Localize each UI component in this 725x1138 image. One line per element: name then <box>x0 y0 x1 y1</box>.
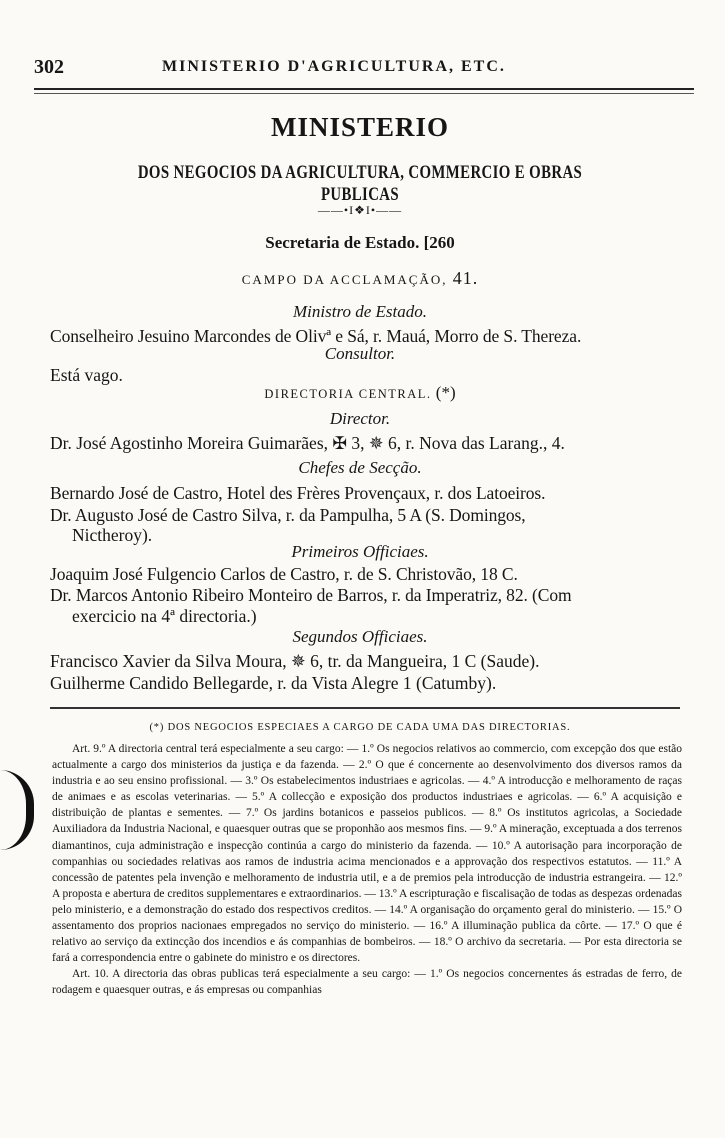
footnote-body <box>52 741 682 999</box>
header-rule <box>34 88 694 94</box>
section-directoria <box>50 383 670 403</box>
entry-ministro: Conselheiro Jesuino Marcondes de Olivª e Sá, r. Mauá, Morro de S. Thereza. <box>50 326 582 346</box>
footnote-art-10: Art. 10. A directoria das obras publicas terá especialmente a seu cargo: — 1.º Os negocios concernentes ás estradas de ferro, de rodagem e quaesquer outras, e ás empresas ou companhias <box>52 968 682 997</box>
role-primeiros: Primeiros Officiaes. <box>291 542 429 561</box>
footnote-heading: (*) DOS NEGOCIOS ESPECIAES A CARGO DE CADA UMA DAS DIRECTORIAS. <box>149 722 571 733</box>
scan-edge-mark <box>0 770 34 850</box>
address-number: 41. <box>452 268 479 288</box>
entry-chefe-2: Dr. Augusto José de Castro Silva, r. da Pampulha, 5 A (S. Domingos, <box>50 505 526 525</box>
ministry-title: MINISTERIO <box>270 112 450 142</box>
role-chefes: Chefes de Secção. <box>298 458 422 477</box>
role-director: Director. <box>329 409 391 428</box>
entry-primeiro-2: Dr. Marcos Antonio Ribeiro Monteiro de Barros, r. da Imperatriz, 82. (Com <box>50 585 572 605</box>
footnote-rule <box>50 707 680 709</box>
role-segundos: Segundos Officiaes. <box>292 627 428 646</box>
entry-segundo-1: Francisco Xavier da Silva Moura, ✵ 6, tr. da Mangueira, 1 C (Saude). <box>50 651 540 671</box>
role-ministro: Ministro de Estado. <box>293 302 427 321</box>
entry-primeiro-1: Joaquim José Fulgencio Carlos de Castro, r. de S. Christovão, 18 C. <box>50 564 518 584</box>
entry-chefe-2-cont: Nictheroy). <box>72 525 153 545</box>
running-title: MINISTERIO D'AGRICULTURA, ETC. <box>162 58 506 75</box>
entry-consultor: Está vago. <box>50 365 123 385</box>
address-line <box>50 268 670 289</box>
secretaria-heading: Secretaria de Estado. [260 <box>265 233 455 252</box>
page-number: 302 <box>34 56 64 78</box>
entry-primeiro-2-cont: exercicio na 4ª directoria.) <box>72 606 257 626</box>
address-street: CAMPO DA ACCLAMAÇÃO, <box>241 272 448 287</box>
ornament-divider: ——•I❖I•—— <box>317 203 403 217</box>
footnote-art-9: Art. 9.º A directoria central terá especialmente a seu cargo: — 1.º Os negocios relativos ao commercio, com excepção dos que estão actualmente a cargo dos ministerios da justiça e da fazenda. — 2.º O que é concernente ao desenvolvimento dos diversos ramos da industria e ao seu ensino profissional. — 3.º Os estabelecimentos industriaes e agricolas. — 4.º A introducção e melhoramento de raças de animaes e as escolas veterinarias. — 5.º A collecção e exposição dos productos industriaes e agricolas. — 6.º A acquisição e distribuição de plantas e sementes. — 7.º Os jardins botanicos e passeios publicos. — 8.º Os institutos agricolas, a Sociedade Auxiliadora da Industria Nacional, e quaesquer outras que se proponhão aos mesmos fins. — 9.º A mineração, exceptuada a dos terrenos diamantinos, cuja administração e inspecção continúa a cargo do ministerio da fazenda. — 10.º A autorisação para incorporação de companhias ou sociedades relativas aos ramos de industria acima mencionados e a approvação dos respectivos estatutos. — 11.º A concessão de patentes pela invenção e melhoramento de industria util, e a de premios pela introducção de industria estrangeira. — 12.º A proposta e abertura de creditos supplementares e extraordinarios. — 13.º A escripturação e fiscalisação de todas as despezas ordenadas pelo ministerio, e a demonstração do estado dos respectivos creditos. — 14.º A organisação do orçamento geral do ministerio. — 15.º O assentamento dos proprios nacionaes empregados no serviço do ministerio. — 16.º A illuminação publica da côrte. — 17.º O que é relativo ao serviço da extincção dos incendios e ás companhias de bombeiros. — 18.º O archivo da secretaria. — Por esta directoria se fará a correspondencia entre o gabinete do ministro e os directores. <box>52 743 682 965</box>
role-consultor: Consultor. <box>324 344 396 363</box>
directoria-label: DIRECTORIA CENTRAL. <box>264 387 432 401</box>
footnote-marker: (*) <box>435 383 456 402</box>
entry-segundo-2: Guilherme Candido Bellegarde, r. da Vista Alegre 1 (Catumby). <box>50 673 497 693</box>
entry-director: Dr. José Agostinho Moreira Guimarães, ✠ 3, ✵ 6, r. Nova das Larang., 4. <box>50 433 565 453</box>
entry-chefe-1: Bernardo José de Castro, Hotel des Frères Provençaux, r. dos Latoeiros. <box>50 483 546 503</box>
ministry-subtitle: DOS NEGOCIOS DA AGRICULTURA, COMMERCIO E OBRAS PUBLICAS <box>137 162 583 205</box>
